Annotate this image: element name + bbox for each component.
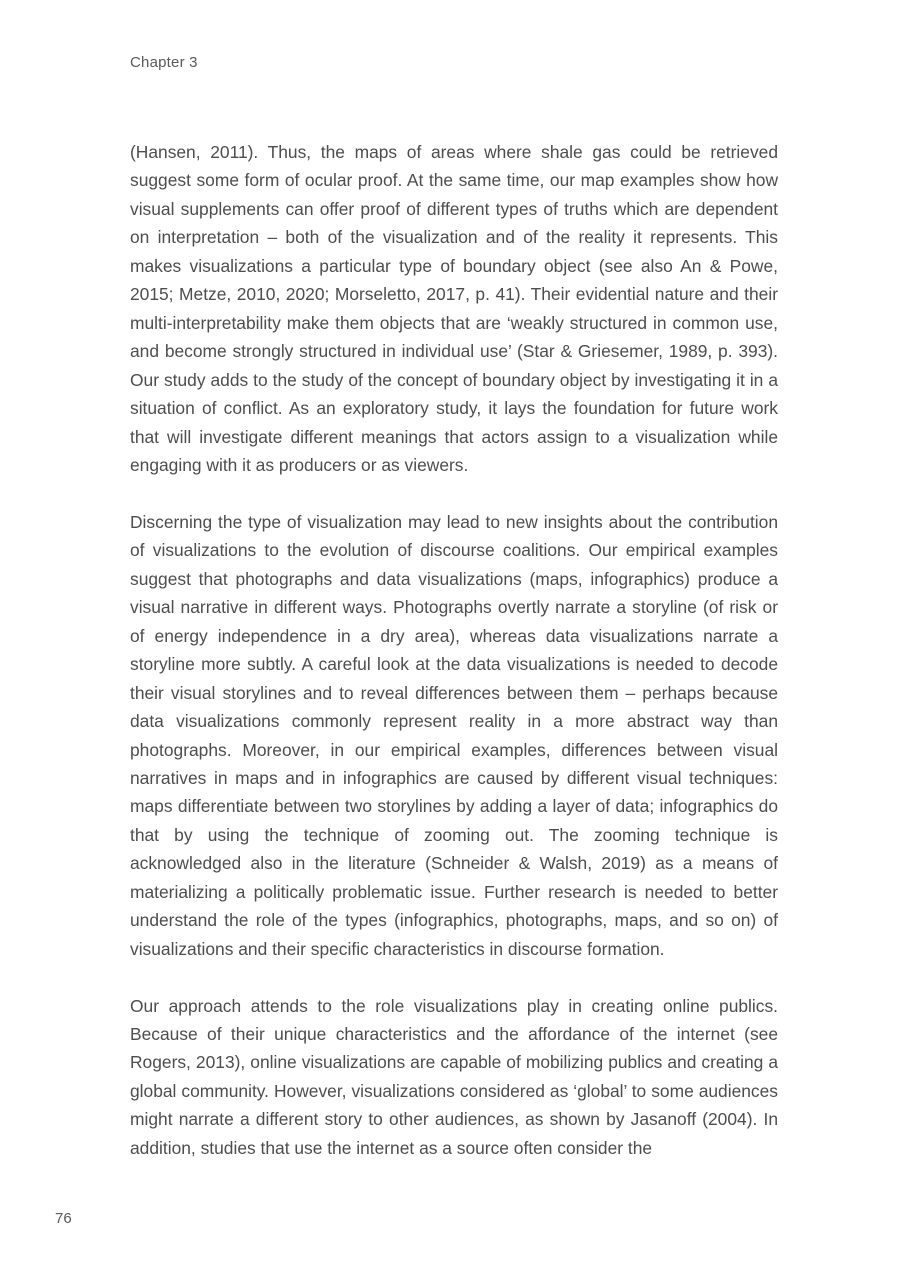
paragraph-visualization-types: Discerning the type of visualization may lead to new insights about the contribution of visualizations to the evolution of discourse coalitions. Our empirical examples suggest that photographs and data visualizations (maps, infographics) produce a visual narrative in different ways. Photographs overtly narrate a storyline (of risk or of energy independence in a dry area), whereas data visualizations narrate a storyline more subtly. A careful look at the data visualizations is needed to decode their visual storylines and to reveal differences between them – perhaps because data visualizations commonly represent reality in a more abstract way than photographs. Moreover, in our empirical examples, differences between visual narratives in maps and in infographics are caused by different visual techniques: maps differentiate between two storylines by adding a layer of data; infographics do that by using the technique of zooming out. The zooming technique is acknowledged also in the literature (Schneider & Walsh, 2019) as a means of materializing a politically problematic issue. Further research is needed to better understand the role of the types (infographics, photographs, maps, and so on) of visualizations and their specific characteristics in discourse formation. [130, 511, 778, 959]
paragraph-online-publics: Our approach attends to the role visualizations play in creating online publics. Because of their unique characteristics and the affordance of the internet (see Rogers, 2013), online visualizations are capable of mobilizing publics and creating a global community. However, visualizations considered as ‘global’ to some audiences might narrate a different story to other audiences, as shown by Jasanoff (2004). In addition, studies that use the internet as a source often consider the [130, 995, 778, 1158]
chapter-running-head: Chapter 3 [130, 54, 198, 71]
page-number: 76 [55, 1210, 72, 1227]
body-text-column [130, 138, 778, 1162]
paragraph-boundary-object: (Hansen, 2011). Thus, the maps of areas where shale gas could be retrieved suggest some form of ocular proof. At the same time, our map examples show how visual supplements can offer proof of different types of truths which are dependent on interpretation – both of the visualization and of the reality it represents. This makes visualizations a particular type of boundary object (see also An & Powe, 2015; Metze, 2010, 2020; Morseletto, 2017, p. 41). Their evidential nature and their multi-interpretability make them objects that are ‘weakly structured in common use, and become strongly structured in individual use’ (Star & Griesemer, 1989, p. 393). Our study adds to the study of the concept of boundary object by investigating it in a situation of conflict. As an exploratory study, it lays the foundation for future work that will investigate different meanings that actors assign to a visualization while engaging with it as producers or as viewers. [130, 142, 778, 475]
